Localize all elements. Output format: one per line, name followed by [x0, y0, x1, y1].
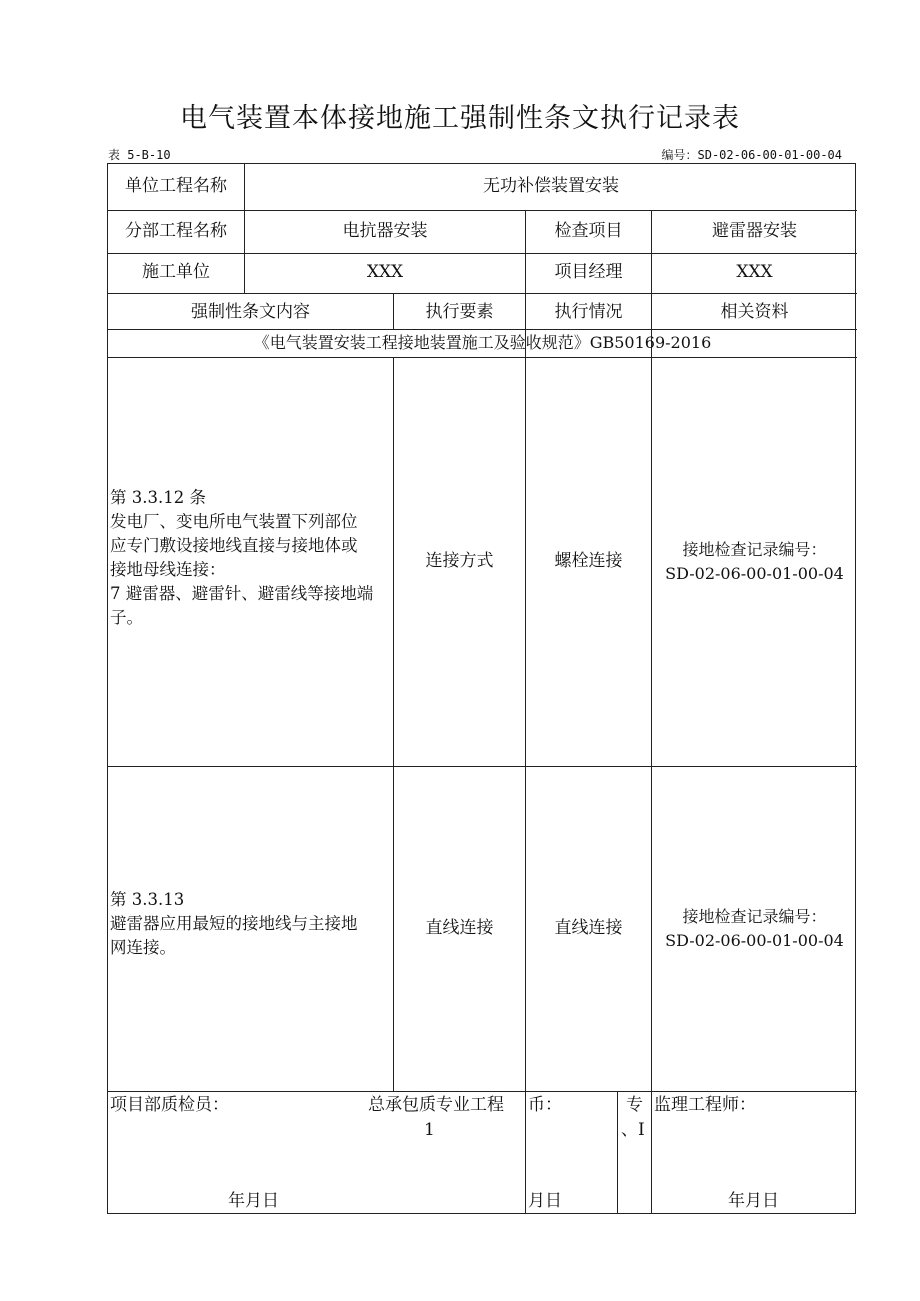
row2-content: 第 3.3.13 避雷器应用最短的接地线与主接地 网连接。 — [110, 890, 358, 957]
row1-docs: 接地检查记录编号： SD-02-06-00-01-00-04 — [665, 539, 844, 583]
row1-element: 连接方式 — [425, 550, 494, 571]
record-code: 编号：SD-02-06-00-01-00-04 — [661, 148, 842, 162]
unit-project-label: 单位工程名称 — [125, 176, 227, 197]
col-element-header: 执行要素 — [425, 302, 494, 323]
row2-status: 直线连接 — [554, 917, 623, 938]
col-docs-header: 相关资料 — [720, 302, 789, 323]
qc-date: 年月日 — [228, 1191, 279, 1211]
row2-docs: 接地检查记录编号： SD-02-06-00-01-00-04 — [665, 906, 844, 950]
standard-reference: 《电气装置安装工程接地装置施工及验收规范》GB50169-2016 — [253, 333, 712, 353]
gc-date: 月日 — [528, 1191, 562, 1211]
sub-project-value: 电抗器安装 — [342, 220, 428, 241]
pm-value: XXX — [736, 262, 773, 283]
table-number: 表 5-B-10 — [108, 148, 171, 162]
col-content-header: 强制性条文内容 — [191, 302, 310, 323]
document-title: 电气装置本体接地施工强制性条文执行记录表 — [180, 103, 740, 134]
check-item-label: 检查项目 — [554, 220, 623, 241]
gc-signature-label: 总承包质专业工程 — [368, 1095, 504, 1115]
construction-unit-label: 施工单位 — [142, 262, 210, 283]
pm-label: 项目经理 — [554, 262, 623, 283]
gc-side-text-1: 专 — [626, 1095, 643, 1115]
gc-signature-label-3: 币： — [528, 1095, 562, 1115]
row1-content: 第 3.3.12 条 发电厂、变电所电气装置下列部位 应专门敷设接地线直接与接地体或 接地母线连接： 7 避雷器、避雷针、避雷线等接地端 子。 — [110, 488, 374, 627]
row1-status: 螺栓连接 — [554, 550, 623, 571]
check-item-value: 避雷器安装 — [712, 220, 797, 241]
col-status-header: 执行情况 — [554, 302, 623, 323]
record-table — [107, 163, 856, 1214]
qc-signature-label: 项目部质检员： — [110, 1095, 229, 1115]
construction-unit-value: XXX — [366, 262, 404, 283]
unit-project-value: 无功补偿装置安装 — [483, 176, 619, 197]
sub-project-label: 分部工程名称 — [125, 220, 227, 241]
supervisor-date: 年月日 — [728, 1191, 779, 1211]
gc-side-text-2: 、I — [621, 1120, 645, 1140]
gc-signature-label-2: 1 — [424, 1120, 435, 1140]
supervisor-signature-label: 监理工程师： — [654, 1095, 756, 1115]
row2-element: 直线连接 — [425, 917, 494, 938]
